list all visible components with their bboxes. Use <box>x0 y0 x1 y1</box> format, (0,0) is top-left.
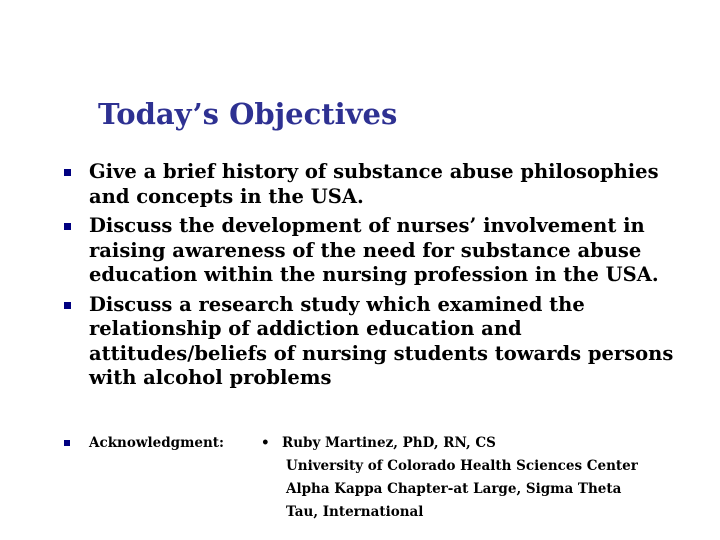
objectives-list <box>62 160 702 396</box>
acknowledgment-lines <box>282 432 638 524</box>
slide-title: Today’s Objectives <box>98 97 398 131</box>
square-bullet-icon <box>64 223 71 230</box>
objective-text: Give a brief history of substance abuse philosophies and concepts in the USA. <box>89 160 659 208</box>
acknowledgment-affiliation: Alpha Kappa Chapter-at Large, Sigma Theta <box>286 481 622 497</box>
square-bullet-icon <box>64 440 70 446</box>
acknowledgment-name: Ruby Martinez, PhD, RN, CS <box>282 435 496 451</box>
objective-item <box>62 160 702 209</box>
acknowledgment-affiliation: Tau, International <box>286 504 424 520</box>
objective-text: Discuss a research study which examined the relationship of addiction education and attitudes/beliefs of nursing students towards persons with alcohol problems <box>89 292 674 389</box>
square-bullet-icon <box>64 169 71 176</box>
round-bullet-icon: • <box>261 435 270 451</box>
acknowledgment-affiliation: University of Colorado Health Sciences Center <box>286 458 638 474</box>
square-bullet-icon <box>64 302 71 309</box>
objective-text: Discuss the development of nurses’ involvement in raising awareness of the need for substance abuse education within the nursing profession in the USA. <box>89 214 659 286</box>
objective-item <box>62 214 702 288</box>
objective-item <box>62 293 702 391</box>
acknowledgment-label: Acknowledgment: <box>89 435 224 451</box>
